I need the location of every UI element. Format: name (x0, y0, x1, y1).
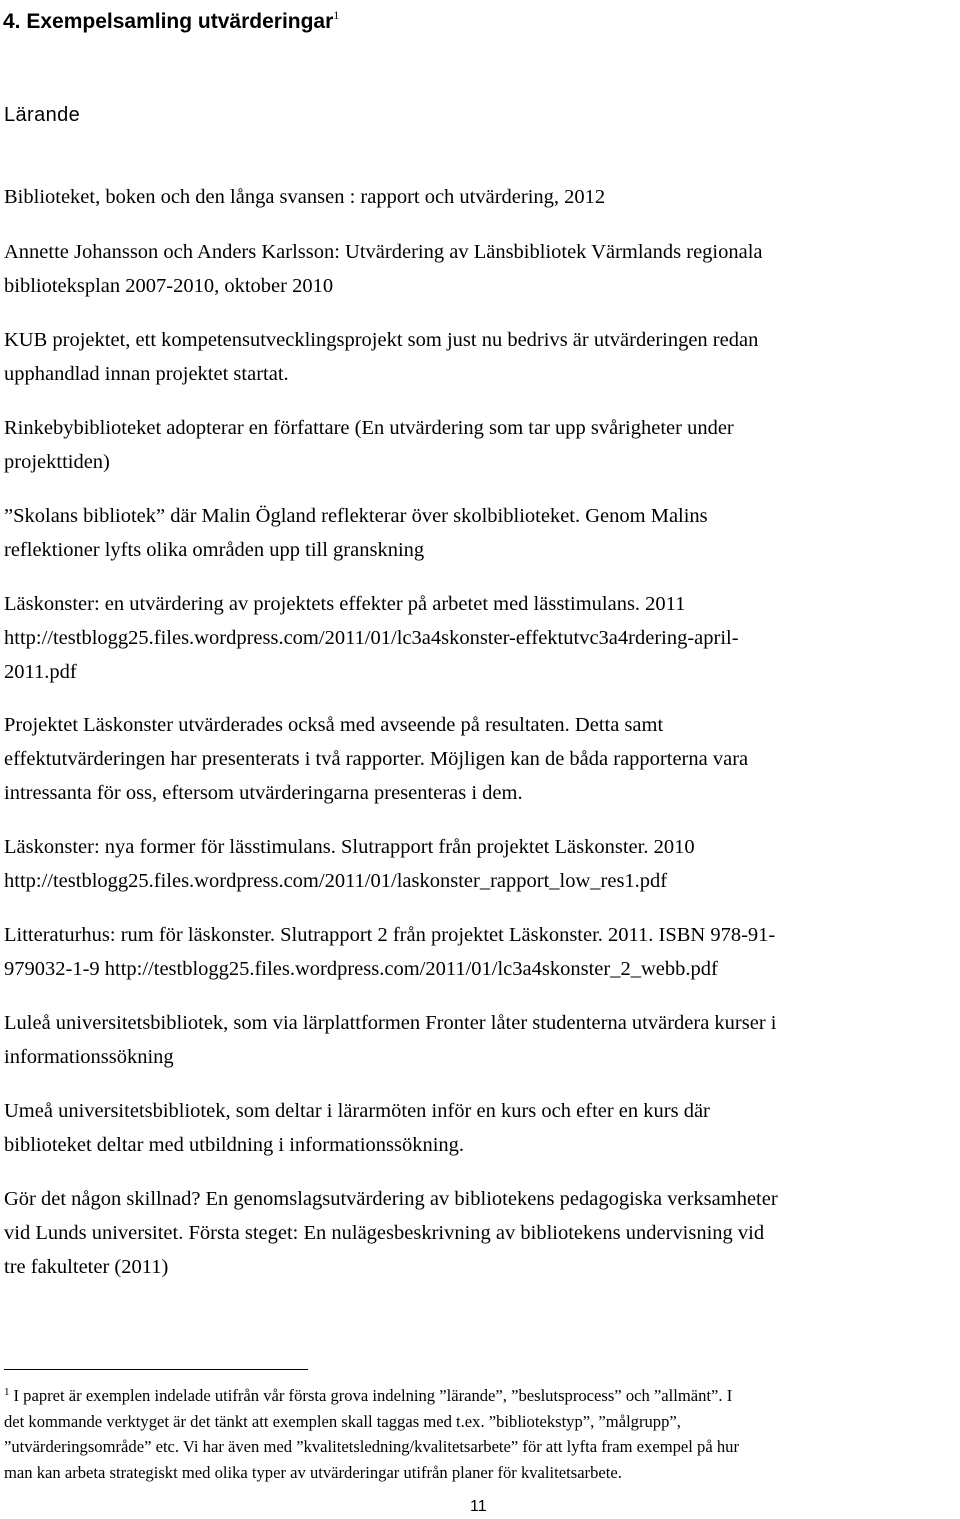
paragraph-line: reflektioner lyfts olika områden upp till granskning (4, 539, 425, 562)
paragraph-7 (4, 708, 958, 811)
page-heading (3, 2, 339, 35)
paragraph-line: effektutvärderingen har presenterats i två rapporter. Möjligen kan de båda rapporterna vara (4, 748, 749, 771)
paragraph-line: tre fakulteter (2011) (4, 1256, 169, 1279)
paragraph-line: Läskonster: nya former för lässtimulans. Slutrapport från projektet Läskonster. 2010 (4, 836, 695, 858)
paragraph-line: upphandlad innan projektet startat. (4, 363, 289, 386)
footnote-line (4, 1380, 958, 1409)
footnote-line-text: I papret är exemplen indelade utifrån vår första grova indelning ”lärande”, ”beslutsprocess” och ”allmänt”. I (13, 1386, 733, 1405)
paragraph-line: KUB projektet, ett kompetensutvecklingsprojekt som just nu bedrivs är utvärderingen redan (4, 329, 759, 351)
footnote-line: ”utvärderingsområde” etc. Vi har även med ”kvalitetsledning/kvalitetsarbete” för att lyfta fram exempel på hur (4, 1437, 739, 1457)
footnote-line: man kan arbeta strategiskt med olika typer av utvärderingar utifrån planer för kvalitetsarbete. (4, 1463, 622, 1483)
section-label: Lärande (4, 104, 81, 126)
paragraph-9 (4, 918, 958, 986)
paragraph-line: biblioteket deltar med utbildning i informationssökning. (4, 1134, 465, 1157)
paragraph-line: intressanta för oss, eftersom utvärderingarna presenteras i dem. (4, 782, 523, 805)
paragraph-line: Rinkebybiblioteket adopterar en författare (En utvärdering som tar upp svårigheter under (4, 417, 734, 439)
paragraph-line: projekttiden) (4, 451, 110, 474)
footnote-line: det kommande verktyget är det tänkt att exemplen skall taggas med t.ex. ”bibliotekstyp”, ”målgrupp”, (4, 1411, 681, 1431)
paragraph-1 (4, 180, 958, 214)
paragraph-line: Luleå universitetsbibliotek, som via lärplattformen Fronter låter studenterna utvärdera kurser i (4, 1012, 777, 1034)
paragraph-12 (4, 1182, 958, 1285)
paragraph-line: Gör det någon skillnad? En genomslagsutvärdering av bibliotekens pedagogiska verksamheter (4, 1188, 778, 1210)
paragraph-line: http://testblogg25.files.wordpress.com/2011/01/laskonster_rapport_low_res1.pdf (4, 870, 668, 893)
paragraph-line: 979032-1-9 http://testblogg25.files.wordpress.com/2011/01/lc3a4skonster_2_webb.pdf (4, 958, 718, 981)
paragraph-3 (4, 323, 958, 391)
paragraph-line: Projektet Läskonster utvärderades också med avseende på resultaten. Detta samt (4, 714, 664, 736)
page-number: 11 (470, 1498, 487, 1515)
footnote-separator (4, 1369, 308, 1370)
footnote (4, 1380, 958, 1486)
paragraph-line: http://testblogg25.files.wordpress.com/2011/01/lc3a4skonster-effektutvc3a4rdering-april- (4, 627, 739, 650)
paragraph-2 (4, 235, 958, 303)
paragraph-line: 2011.pdf (4, 661, 77, 684)
paragraph-line: Umeå universitetsbibliotek, som deltar i lärarmöten inför en kurs och efter en kurs där (4, 1100, 710, 1122)
heading-text: 4. Exempelsamling utvärderingar (3, 10, 334, 33)
paragraph-line: informationssökning (4, 1046, 174, 1069)
paragraph-line: Litteraturhus: rum för läskonster. Slutrapport 2 från projektet Läskonster. 2011. ISBN 978-91- (4, 924, 776, 946)
paragraph-line: Annette Johansson och Anders Karlsson: Utvärdering av Länsbibliotek Värmlands regionala (4, 241, 763, 263)
paragraph-line: Läskonster: en utvärdering av projektets effekter på arbetet med lässtimulans. 2011 (4, 593, 686, 615)
paragraph-line: Biblioteket, boken och den långa svansen : rapport och utvärdering, 2012 (4, 186, 606, 208)
paragraph-8 (4, 830, 958, 898)
paragraph-line: biblioteksplan 2007-2010, oktober 2010 (4, 275, 334, 298)
paragraph-6 (4, 587, 958, 690)
paragraph-10 (4, 1006, 958, 1074)
paragraph-5 (4, 499, 958, 567)
paragraph-11 (4, 1094, 958, 1162)
footnote-marker: 1 (4, 1386, 10, 1398)
paragraph-line: vid Lunds universitet. Första steget: En nulägesbeskrivning av bibliotekens undervisning vid (4, 1222, 765, 1245)
paragraph-4 (4, 411, 958, 479)
heading-footnote-ref: 1 (333, 8, 340, 22)
paragraph-line: ”Skolans bibliotek” där Malin Ögland reflekterar över skolbiblioteket. Genom Malins (4, 505, 708, 527)
